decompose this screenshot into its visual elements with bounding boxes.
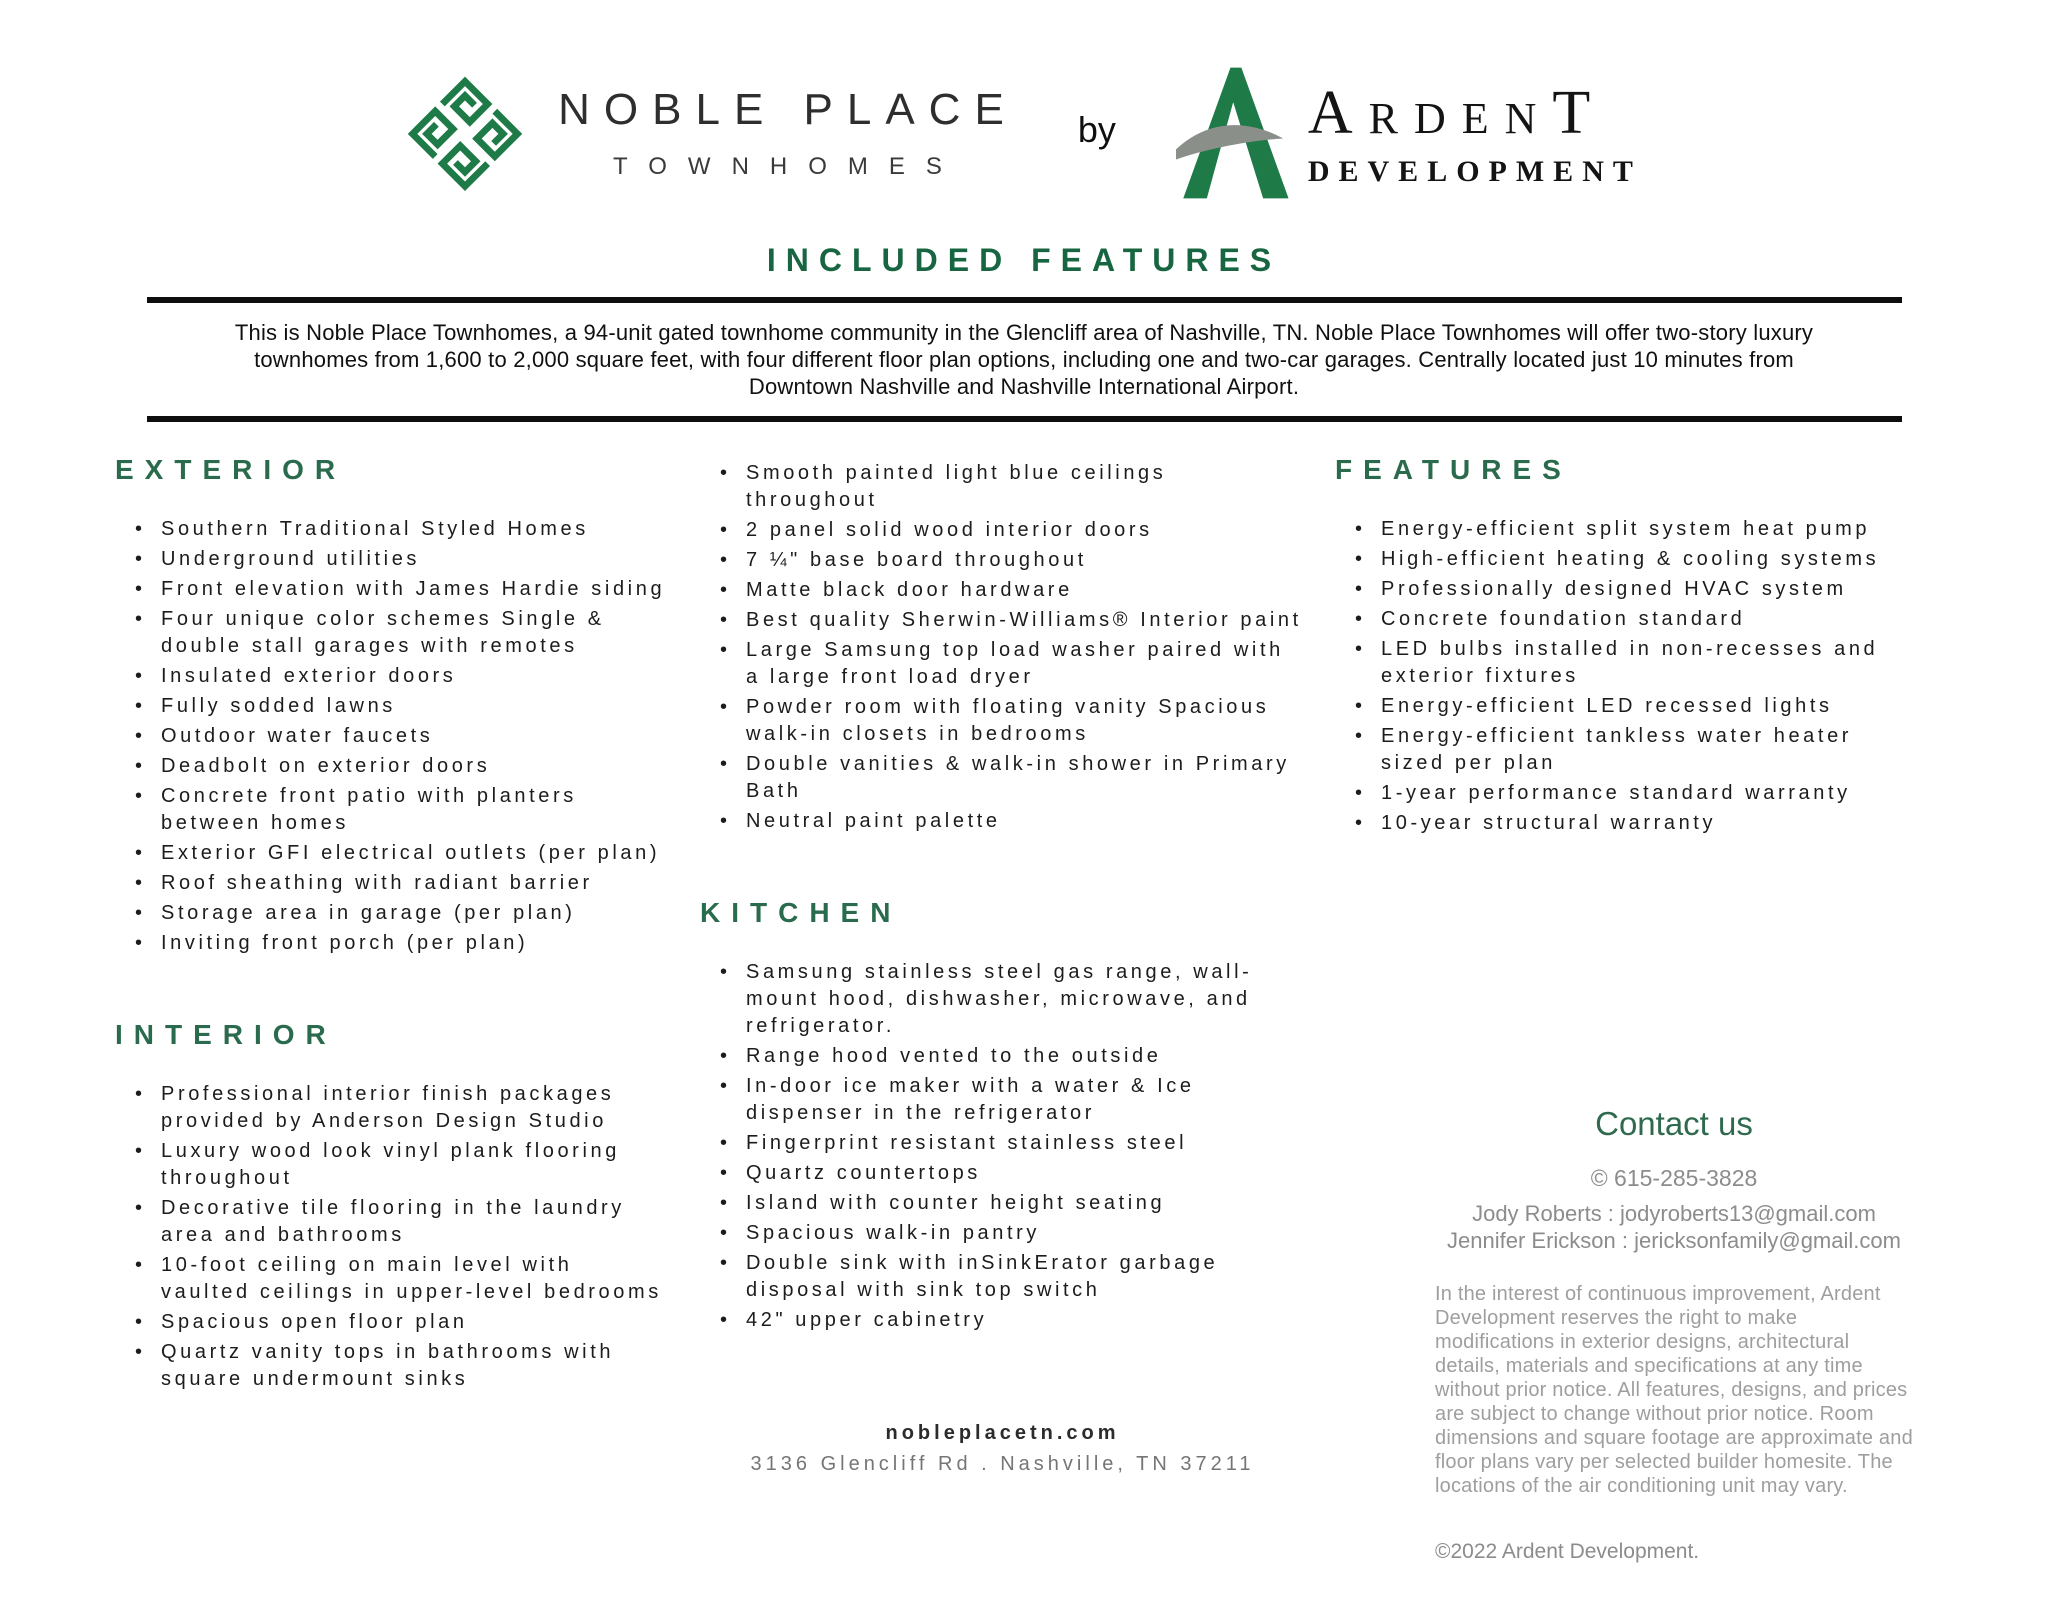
list-item: • Luxury wood look vinyl plank flooring throughout [133,1138,670,1192]
list-item: • Range hood vented to the outside [718,1043,1305,1070]
section-heading-features: FEATURES [1335,454,1572,485]
interior-continued-list [700,460,1305,835]
list-item: • Outdoor water faucets [133,723,670,750]
kitchen-list [700,959,1305,1334]
legal-disclaimer: In the interest of continuous improvement, Ardent Development reserves the right to make modifications in exterior designs, architectural details, materials and specifications at any time without prior notice. All features, designs, and prices are subject to change without prior notice. Room dimensions and square footage are approximate and floor plans vary per selected builder homesite. The locations of the air conditioning unit may vary. [1435,1283,1913,1497]
contact-heading: Contact us [1595,1105,1753,1142]
list-item: • Energy-efficient LED recessed lights [1353,693,1920,720]
header [0,0,2048,208]
contact-email-jody[interactable]: Jody Roberts : jodyroberts13@gmail.com [1472,1201,1876,1226]
list-item: • Neutral paint palette [718,808,1305,835]
list-item: • Exterior GFI electrical outlets (per plan) [133,840,670,867]
list-item: • Fully sodded lawns [133,693,670,720]
list-item: • 10-foot ceiling on main level with vaulted ceilings in upper-level bedrooms [133,1252,670,1306]
contact-phone: © 615-285-3828 [1590,1165,1758,1191]
ardent-wordmark [1308,78,1642,149]
column-right [1335,448,1920,1564]
contact-email-jennifer[interactable]: Jennifer Erickson : jericksonfamily@gmail.com [1447,1228,1901,1253]
list-item: • Island with counter height seating [718,1190,1305,1217]
list-item: • 1-year performance standard warranty [1353,780,1920,807]
list-item: • Samsung stainless steel gas range, wall-mount hood, dishwasher, microwave, and refrigerator. [718,959,1305,1040]
feature-columns [0,422,2048,1564]
section-heading-kitchen: KITCHEN [700,897,902,928]
list-item: • Large Samsung top load washer paired with a large front load dryer [718,637,1305,691]
noble-wordmark-block [558,85,1018,181]
features-list [1335,516,1920,837]
ardent-wordmark-block [1308,78,1642,189]
list-item: • Insulated exterior doors [133,663,670,690]
street-address: 3136 Glencliff Rd . Nashville, TN 37211 [750,1453,1255,1475]
footer [700,1422,1305,1476]
noble-place-logo [406,67,1018,199]
list-item: • Deadbolt on exterior doors [133,753,670,780]
ardent-a-icon [1176,58,1294,208]
list-item: • Matte black door hardware [718,577,1305,604]
website-link[interactable]: nobleplacetn.com [885,1422,1120,1444]
exterior-list [115,516,670,957]
list-item: • Professionally designed HVAC system [1353,576,1920,603]
list-item: • Spacious open floor plan [133,1309,670,1336]
list-item: • Fingerprint resistant stainless steel [718,1130,1305,1157]
ardent-logo [1176,58,1642,208]
column-middle [700,448,1305,1476]
list-item: • Energy-efficient tankless water heater sized per plan [1353,723,1920,777]
list-item: • Concrete foundation standard [1353,606,1920,633]
list-item: • 10-year structural warranty [1353,810,1920,837]
list-item: • Decorative tile flooring in the laundry area and bathrooms [133,1195,670,1249]
list-item: • High-efficient heating & cooling systems [1353,546,1920,573]
noble-place-subtitle: TOWNHOMES [613,153,963,180]
contact-block [1435,1105,1913,1564]
ardent-development-text: DEVELOPMENT [1307,154,1642,188]
list-item: • Double sink with inSinkErator garbage disposal with sink top switch [718,1250,1305,1304]
list-item: • Smooth painted light blue ceilings throughout [718,460,1305,514]
list-item: • 7 ¼" base board throughout [718,547,1305,574]
list-item: • Powder room with floating vanity Spacious walk-in closets in bedrooms [718,694,1305,748]
list-item: • Underground utilities [133,546,670,573]
list-item: • Energy-efficient split system heat pump [1353,516,1920,543]
list-item: • Roof sheathing with radiant barrier [133,870,670,897]
list-item: • Quartz vanity tops in bathrooms with square undermount sinks [133,1339,670,1393]
list-item: • 42" upper cabinetry [718,1307,1305,1334]
ardent-letter-a: A [1307,78,1369,147]
list-item: • Double vanities & walk-in shower in Primary Bath [718,751,1305,805]
ardent-letters-rden: RDEN [1368,93,1553,143]
column-left [115,448,670,1396]
divider-top [147,297,1902,303]
interior-list [115,1081,670,1393]
list-item: • Inviting front porch (per plan) [133,930,670,957]
list-item: • Concrete front patio with planters between homes [133,783,670,837]
list-item: • LED bulbs installed in non-recesses and exterior fixtures [1353,636,1920,690]
list-item: • Front elevation with James Hardie siding [133,576,670,603]
ardent-letter-t: T [1552,78,1607,147]
list-item: • Storage area in garage (per plan) [133,900,670,927]
list-item: • Professional interior finish packages provided by Anderson Design Studio [133,1081,670,1135]
section-heading-interior: INTERIOR [115,1019,337,1050]
list-item: • 2 panel solid wood interior doors [718,517,1305,544]
list-item: • Quartz countertops [718,1160,1305,1187]
noble-diamond-icon [406,67,524,199]
page-title: INCLUDED FEATURES [766,242,1282,278]
copyright-text: ©2022 Ardent Development. [1435,1540,1700,1563]
intro-paragraph: This is Noble Place Townhomes, a 94-unit gated townhome community in the Glencliff area of Nashville, TN. Noble Place Townhomes will offer two-story luxury townhomes from 1,600 to 2,000 square feet, with four different floor plan options, including one and two-car garages. Centrally located just 10 minutes from Downtown Nashville and Nashville International Airport. [234,320,1814,399]
list-item: • Southern Traditional Styled Homes [133,516,670,543]
list-item: • Spacious walk-in pantry [718,1220,1305,1247]
list-item: • In-door ice maker with a water & Ice dispenser in the refrigerator [718,1073,1305,1127]
section-heading-exterior: EXTERIOR [115,454,347,485]
list-item: • Best quality Sherwin-Williams® Interior paint [718,607,1305,634]
by-text: by [1077,109,1116,150]
list-item: • Four unique color schemes Single & double stall garages with remotes [133,606,670,660]
noble-place-wordmark: NOBLE PLACE [558,85,1018,134]
